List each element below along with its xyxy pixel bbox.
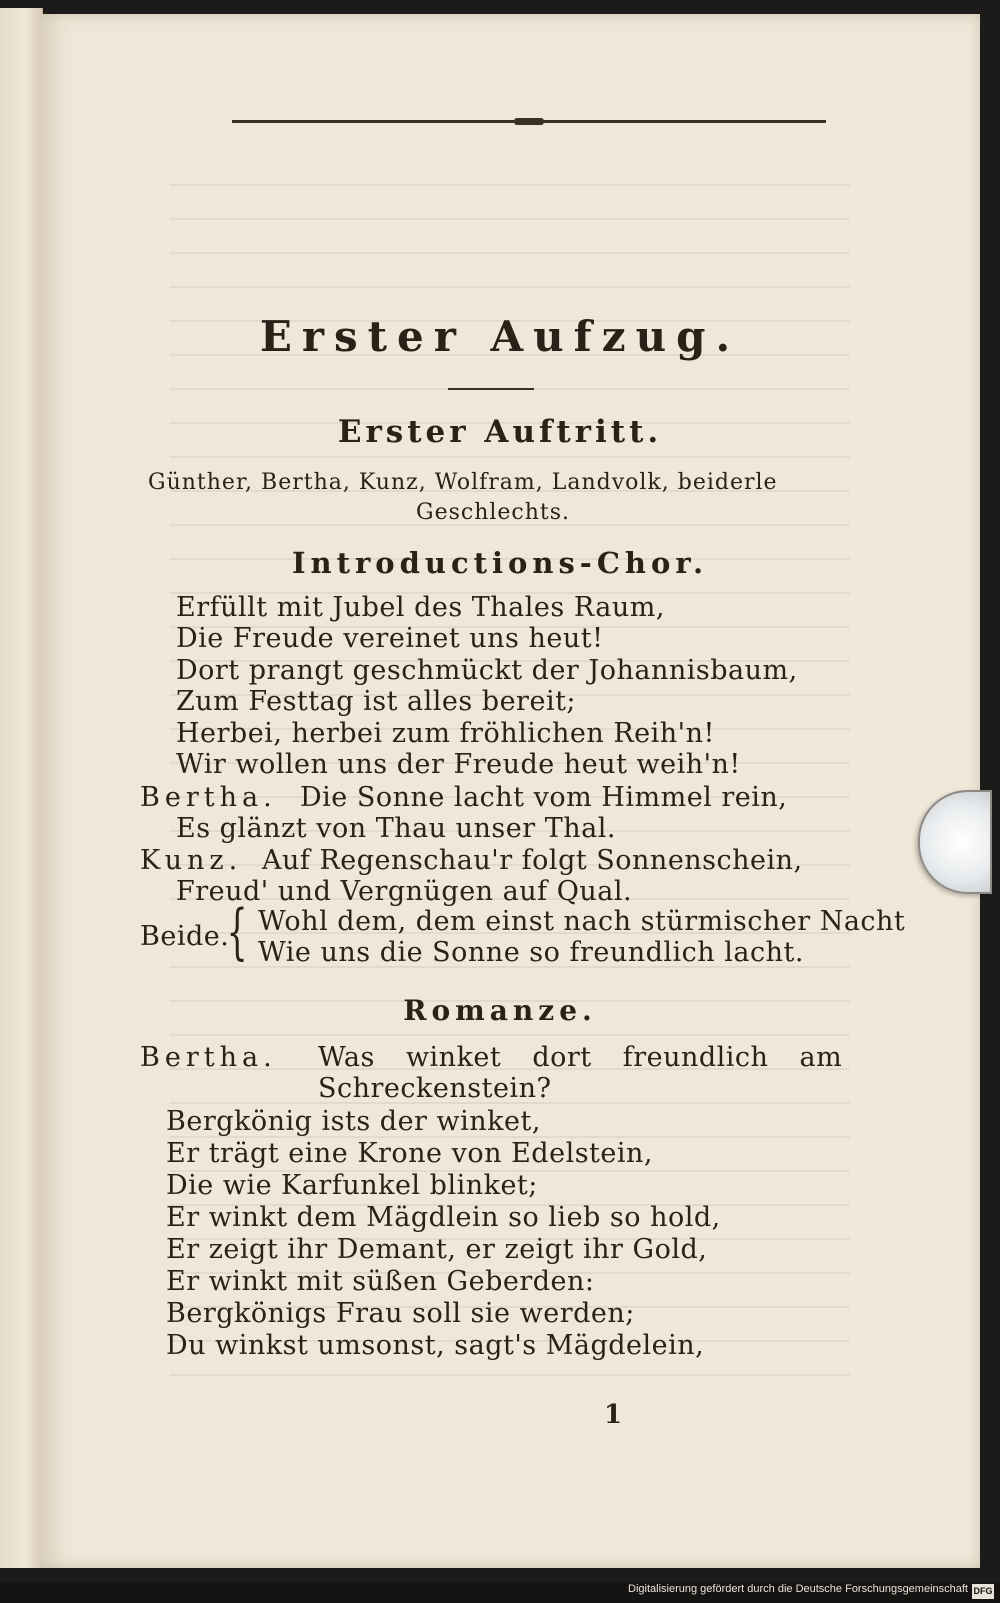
kunz-line-2: Freud' und Vergnügen auf Qual. [176,876,633,907]
beide-line-1: Wohl dem, dem einst nach stürmischer Nacht [258,906,906,937]
chorus-line: Wir wollen uns der Freude heut weih'n! [176,749,741,780]
kunz-line-1: Auf Regenschau'r folgt Sonnenschein, [262,845,803,876]
chorus-line: Erfüllt mit Jubel des Thales Raum, [176,592,665,623]
ornamental-rule [232,120,826,123]
bertha-line-1: Die Sonne lacht vom Himmel rein, [300,782,788,813]
chorus-line: Zum Festtag ist alles bereit; [176,686,577,717]
romanze-line: Bergkönigs Frau soll sie werden; [166,1298,635,1329]
title-divider [448,388,534,390]
dfg-logo: DFG [972,1584,994,1599]
act-title: Erster Aufzug. [259,312,741,361]
bertha-line-2: Es glänzt von Thau unser Thal. [176,813,616,844]
chorus-line: Dort prangt geschmückt der Johannisbaum, [176,655,798,686]
romanze-line: Er zeigt ihr Demant, er zeigt ihr Gold, [166,1234,708,1265]
speaker-bertha-romanze: Bertha. [140,1042,277,1073]
footer-credit: Digitalisierung gefördert durch die Deutsche Forschungsgemeinschaft [628,1583,968,1595]
page-number: 1 [604,1400,623,1430]
speaker-kunz: Kunz. [140,845,243,876]
romanze-line: Die wie Karfunkel blinket; [166,1170,538,1201]
chorus-line: Die Freude vereinet uns heut! [176,623,604,654]
scene-title: Erster Auftritt. [337,414,663,450]
speaker-beide: Beide. [140,921,230,952]
romanze-line: Bergkönig ists der winket, [166,1106,541,1137]
cast-list-line-2: Geschlechts. [416,500,571,525]
romanze-line: Du winkst umsonst, sagt's Mägdelein, [166,1330,705,1361]
romanze-heading: Romanze. [403,994,597,1027]
romanze-first-line-cont: Schreckenstein? [318,1073,552,1104]
intro-chorus-heading: Introductions-Chor. [291,546,709,580]
romanze-line: Er winkt dem Mägdlein so lieb so hold, [166,1202,721,1233]
romanze-line: Er trägt eine Krone von Edelstein, [166,1138,653,1169]
brace-symbol: { [226,897,248,967]
beide-line-2: Wie uns die Sonne so freundlich lacht. [258,937,804,968]
cast-list-line-1: Günther, Bertha, Kunz, Wolfram, Landvolk, beiderle [148,470,778,495]
speaker-bertha: Bertha. [140,782,277,813]
chorus-line: Herbei, herbei zum fröhlichen Reih'n! [176,718,715,749]
previous-page-edge [0,8,43,1568]
romanze-first-line: Was winket dort freundlich am [318,1042,843,1073]
romanze-line: Er winkt mit süßen Geberden: [166,1266,595,1297]
